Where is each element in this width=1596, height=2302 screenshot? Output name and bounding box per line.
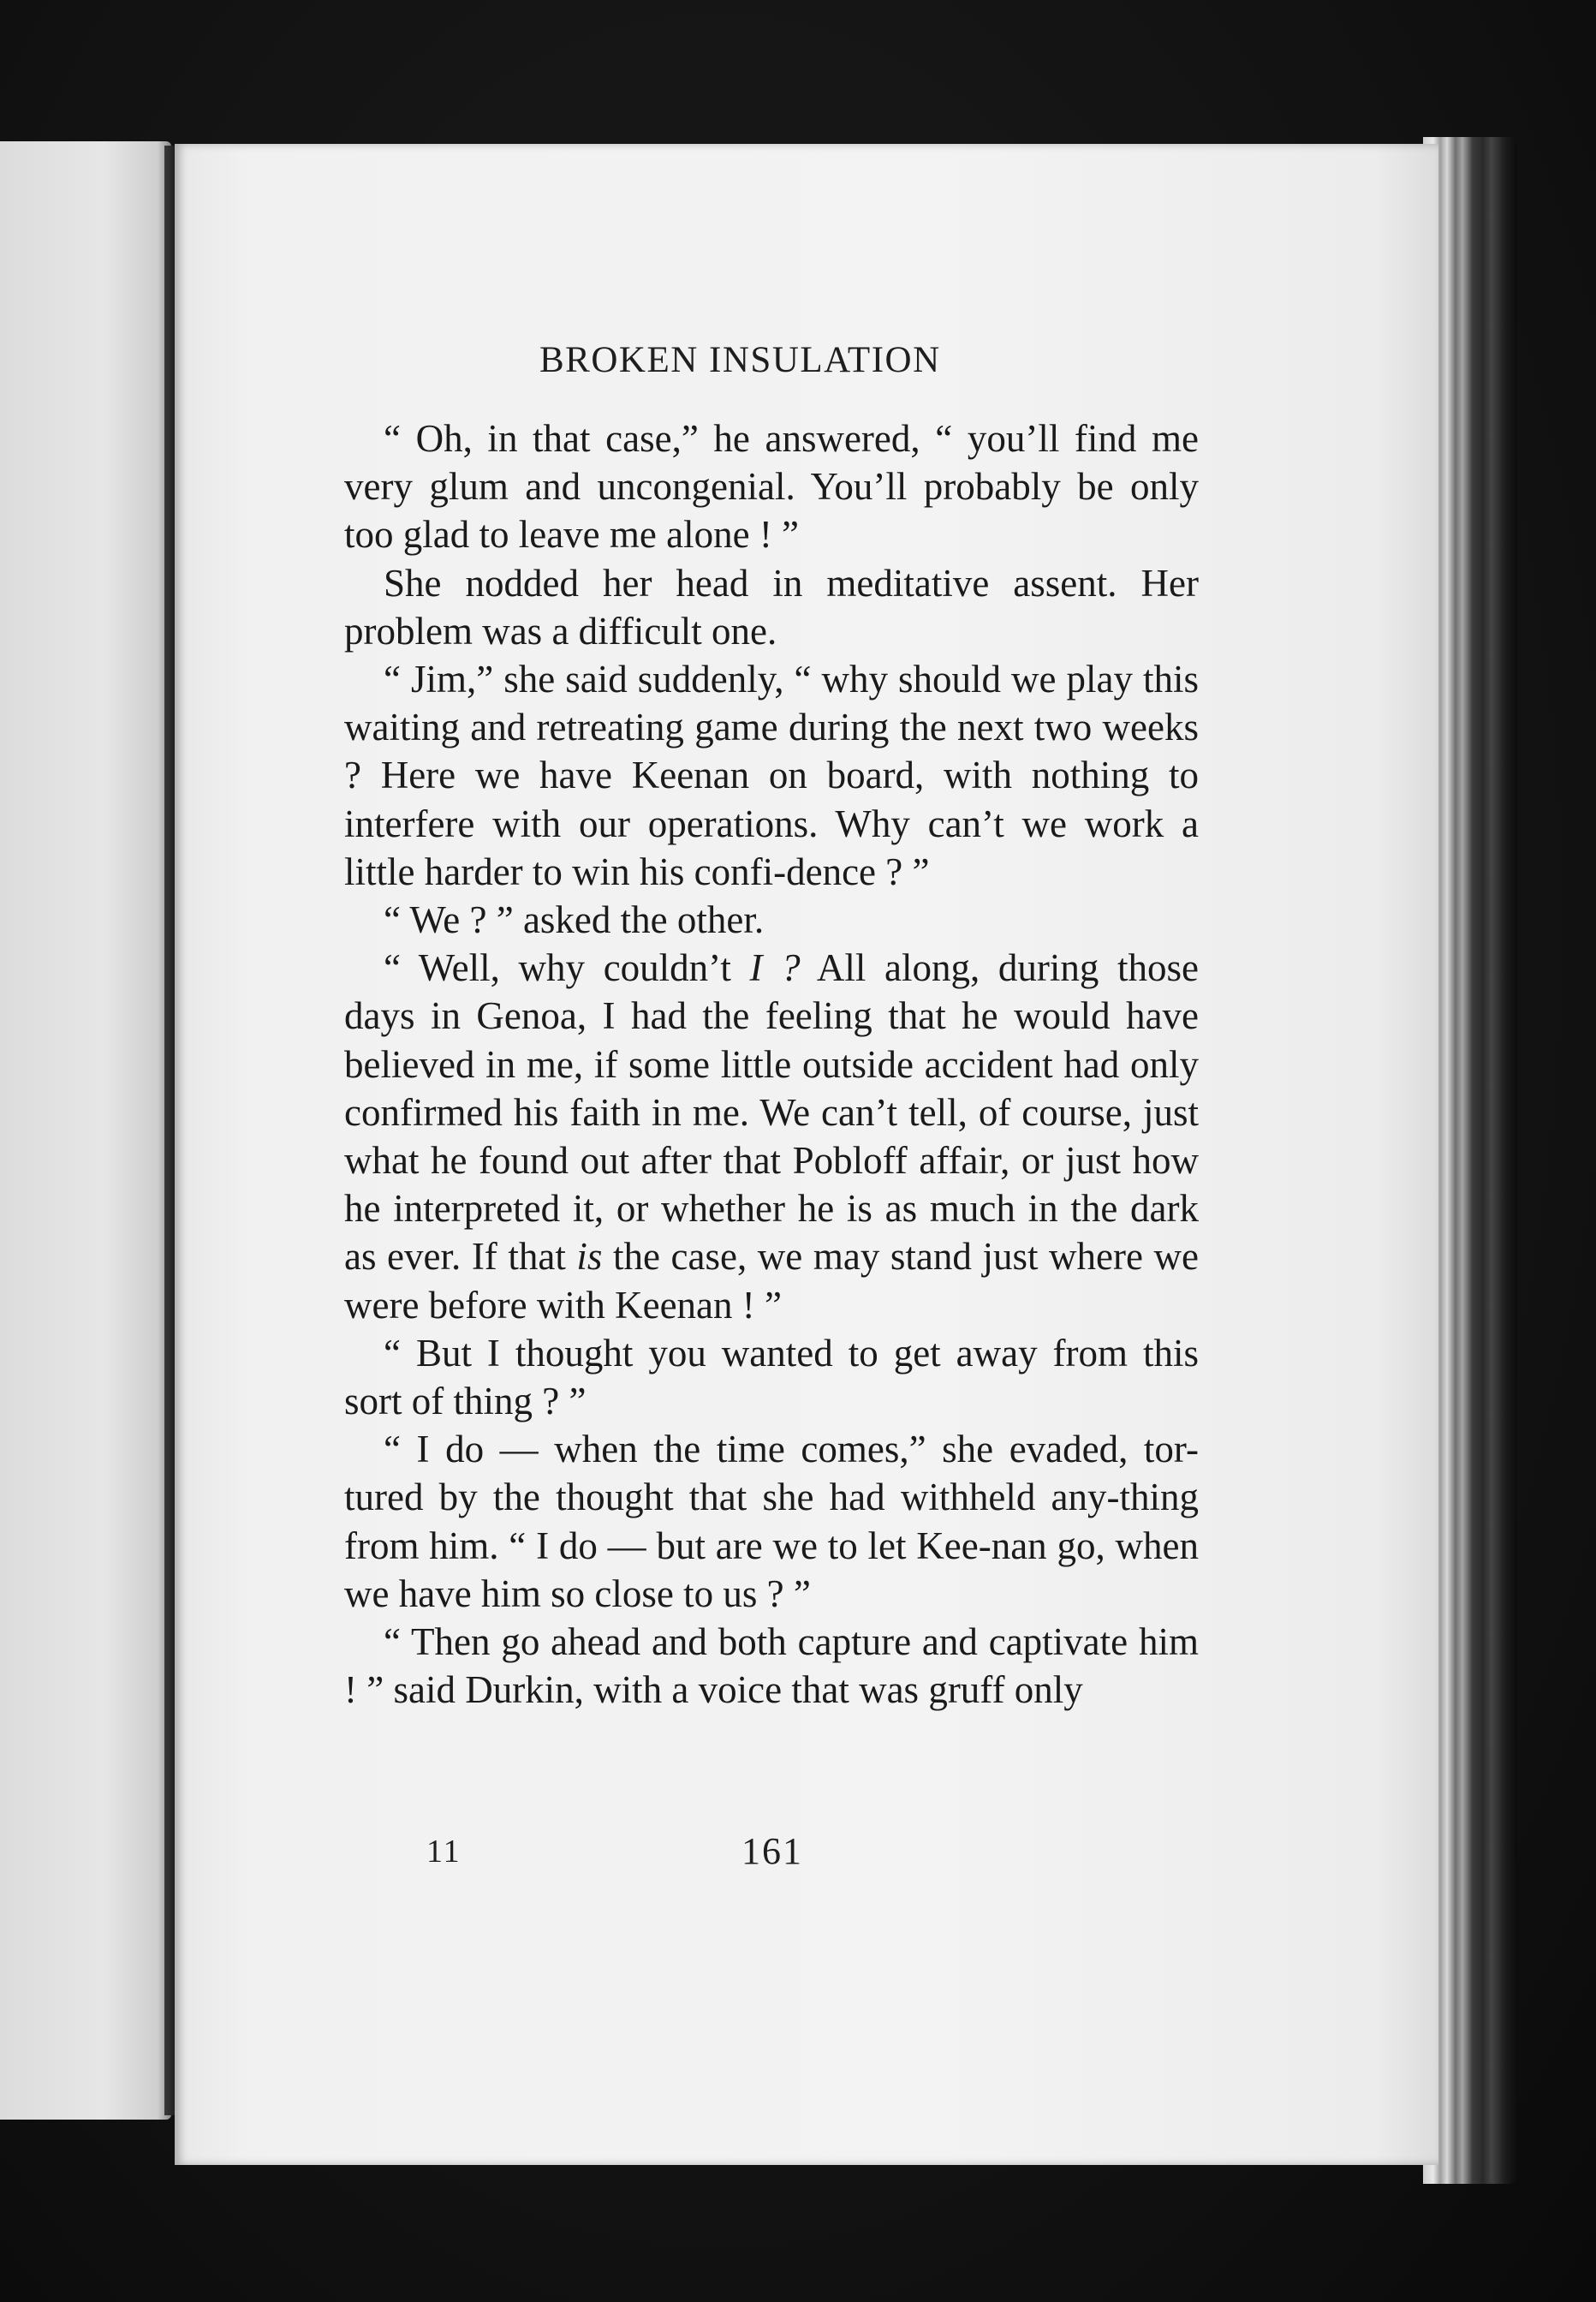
text-run: “ We ? ” asked the other.	[384, 898, 765, 942]
paragraph	[344, 944, 1199, 1329]
text-run: the case, we may stand just where we were before with Keenan ! ”	[344, 1235, 1199, 1327]
signature-mark: 11	[426, 1834, 462, 1870]
italic-text: I ?	[749, 946, 801, 990]
text-run: All along, during those days in Genoa, I had the feeling that he would have believed in me, if some little outside accident had only confirmed his faith in me. We can’t tell, of course, just what he found out after that Pobloff affair, or just how he interpreted it, or whether he is as much in the dark as ever. If that	[344, 946, 1199, 1279]
text-run: “ Well, why couldn’t	[384, 946, 750, 990]
paragraph	[344, 559, 1199, 655]
paragraph	[344, 1618, 1199, 1714]
text-run: “ I do — when the time comes,” she evaded, tor-tured by the thought that she had withheld any-thing from him. “ I do — but are we to let Kee-nan go, when we have him so close to us ? ”	[344, 1428, 1199, 1615]
paragraph	[344, 1425, 1199, 1618]
paragraph	[344, 655, 1199, 896]
text-run: “ Jim,” she said suddenly, “ why should we play this waiting and retreating game during the next two weeks ? Here we have Keenan on board, with nothing to interfere with our operations. Why can’t we work a little harder to win his confi-dence ? ”	[344, 658, 1199, 893]
paragraph	[344, 896, 1199, 944]
text-run: “ Then go ahead and both capture and captivate him ! ” said Durkin, with a voice that was gruff only	[344, 1620, 1199, 1712]
facing-page-edge	[0, 141, 171, 2120]
paragraph	[344, 1329, 1199, 1425]
running-head: BROKEN INSULATION	[539, 340, 941, 380]
body-text	[344, 414, 1199, 1714]
text-run: “ But I thought you wanted to get away from this sort of thing ? ”	[344, 1331, 1199, 1423]
paragraph	[344, 414, 1199, 559]
page-number: 161	[741, 1830, 803, 1872]
italic-text: is	[576, 1235, 603, 1279]
text-run: “ Oh, in that case,” he answered, “ you’ll find me very glum and uncongenial. You’ll probably be only too glad to leave me alone ! ”	[344, 417, 1199, 557]
text-run: She nodded her head in meditative assent. Her problem was a difficult one.	[344, 561, 1199, 653]
